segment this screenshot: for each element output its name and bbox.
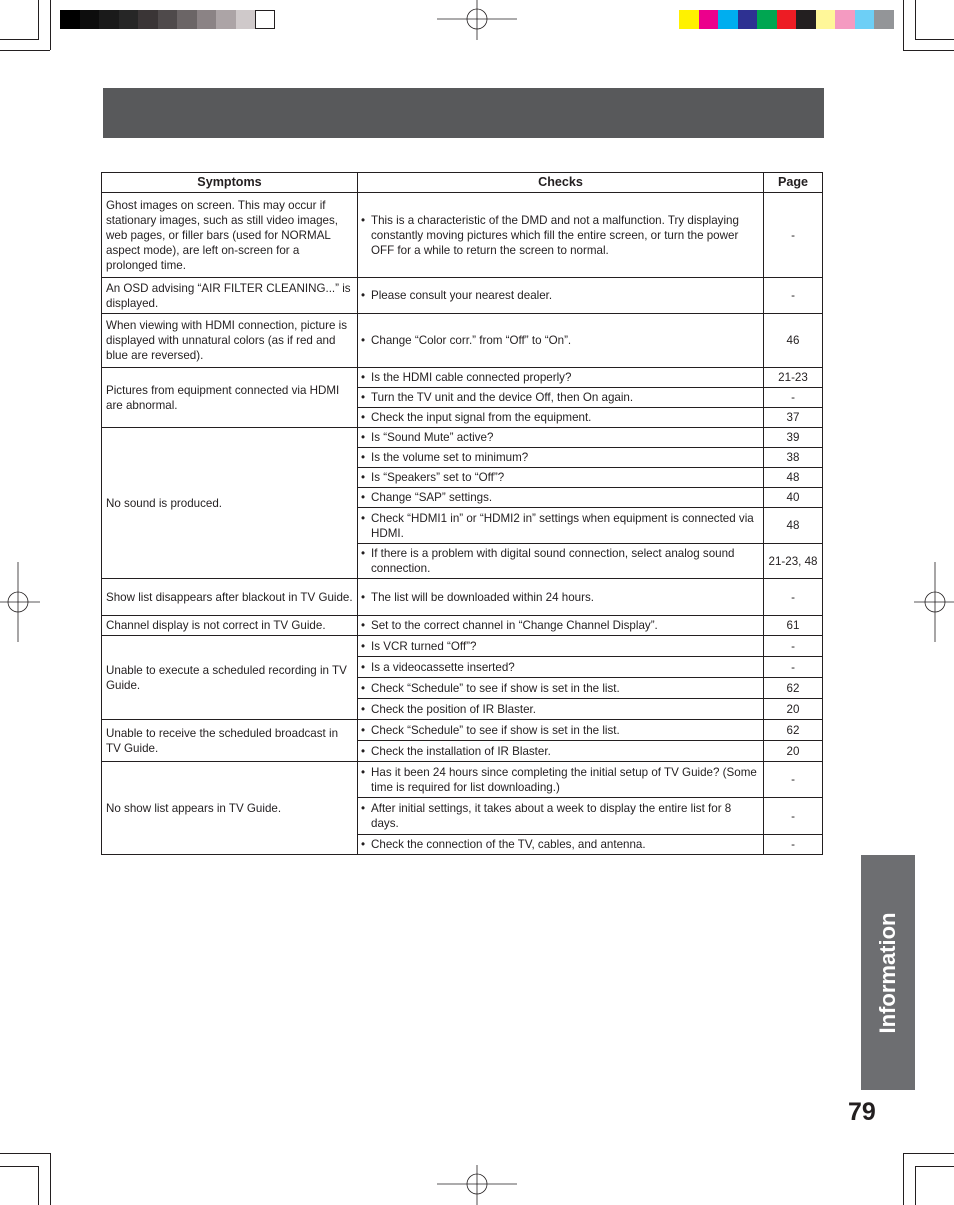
symptom-cell: When viewing with HDMI connection, picture is displayed with unnatural colors (as if red and blue are reversed). — [102, 314, 358, 368]
crop-mark — [915, 1166, 954, 1167]
bullet-icon: • — [361, 289, 366, 302]
check-cell — [358, 636, 764, 657]
symptom-cell: Show list disappears after blackout in TV Guide. — [102, 579, 358, 616]
symptom-cell: No show list appears in TV Guide. — [102, 762, 358, 855]
check-text: This is a characteristic of the DMD and not a malfunction. Try displaying constantly moving pictures which fill the entire screen, or turn the power OFF for a while to return the screen to normal. — [371, 213, 739, 257]
page-ref-cell: 46 — [764, 314, 823, 368]
table-row — [102, 762, 823, 798]
crop-mark — [38, 0, 39, 40]
check-cell — [358, 657, 764, 678]
color-swatch — [796, 10, 816, 29]
bullet-icon: • — [361, 471, 366, 484]
check-text: Set to the correct channel in “Change Channel Display”. — [371, 619, 658, 632]
symptom-cell: Unable to receive the scheduled broadcast in TV Guide. — [102, 720, 358, 762]
check-text: Check “Schedule” to see if show is set in the list. — [371, 681, 620, 695]
bullet-icon: • — [361, 660, 366, 674]
checks-header: Checks — [358, 173, 764, 193]
crop-mark — [38, 1166, 39, 1205]
check-cell — [358, 488, 764, 508]
bullet-icon: • — [361, 334, 366, 347]
page-ref-cell: - — [764, 278, 823, 314]
page-ref-cell: 62 — [764, 678, 823, 699]
crop-mark — [915, 39, 954, 40]
page-ref-cell: - — [764, 579, 823, 616]
grayscale-swatch — [99, 10, 119, 29]
symptom-cell: Unable to execute a scheduled recording in TV Guide. — [102, 636, 358, 720]
check-text: If there is a problem with digital sound connection, select analog sound connection. — [371, 547, 735, 575]
grayscale-swatch — [255, 10, 275, 29]
check-text: Has it been 24 hours since completing the initial setup of TV Guide? (Some time is required for list downloading.) — [371, 765, 757, 794]
check-cell — [358, 508, 764, 544]
table-row — [102, 368, 823, 388]
bullet-icon: • — [361, 491, 366, 504]
symptom-cell: An OSD advising “AIR FILTER CLEANING...” is displayed. — [102, 278, 358, 314]
check-cell — [358, 678, 764, 699]
check-text: Please consult your nearest dealer. — [371, 289, 553, 302]
registration-mark-icon — [914, 562, 954, 642]
check-text: After initial settings, it takes about a week to display the entire list for 8 days. — [371, 802, 732, 830]
bullet-icon: • — [361, 511, 366, 525]
color-swatch — [679, 10, 699, 29]
page-ref-cell: 21-23 — [764, 368, 823, 388]
color-swatch — [718, 10, 738, 29]
check-cell — [358, 699, 764, 720]
check-text: Check “Schedule” to see if show is set in the list. — [371, 723, 620, 737]
bullet-icon: • — [361, 391, 366, 404]
crop-mark — [50, 0, 51, 50]
check-text: The list will be downloaded within 24 hours. — [371, 590, 594, 604]
page-ref-cell: - — [764, 762, 823, 798]
check-cell — [358, 368, 764, 388]
grayscale-swatch — [177, 10, 197, 29]
bullet-icon: • — [361, 411, 366, 424]
page-ref-cell: 48 — [764, 468, 823, 488]
check-text: Check the position of IR Blaster. — [371, 702, 536, 716]
color-swatch — [816, 10, 836, 29]
color-swatch — [699, 10, 719, 29]
crop-mark — [903, 1153, 904, 1205]
registration-mark-icon — [0, 562, 40, 642]
check-cell — [358, 448, 764, 468]
bullet-icon: • — [361, 681, 366, 695]
check-cell — [358, 388, 764, 408]
grayscale-swatch — [60, 10, 80, 29]
table-row — [102, 636, 823, 657]
symptom-cell: No sound is produced. — [102, 428, 358, 579]
bullet-icon: • — [361, 431, 366, 444]
check-text: Check the connection of the TV, cables, and antenna. — [371, 838, 646, 851]
check-text: Turn the TV unit and the device Off, then On again. — [371, 391, 634, 404]
crop-mark — [0, 50, 50, 51]
bullet-icon: • — [361, 213, 366, 227]
crop-mark — [0, 1153, 50, 1154]
table-header-row — [102, 173, 823, 193]
check-text: Is the HDMI cable connected properly? — [371, 371, 572, 384]
page-ref-cell: 21-23, 48 — [764, 544, 823, 579]
crop-mark — [915, 1166, 916, 1205]
table-row — [102, 428, 823, 448]
check-cell — [358, 579, 764, 616]
bullet-icon: • — [361, 723, 366, 737]
page-ref-cell: - — [764, 388, 823, 408]
side-tab-label: Information — [875, 912, 900, 1033]
bullet-icon: • — [361, 590, 366, 604]
check-text: Is the volume set to minimum? — [371, 451, 529, 464]
color-swatch — [874, 10, 894, 29]
bullet-icon: • — [361, 802, 366, 815]
bullet-icon: • — [361, 619, 366, 632]
page-ref-cell: 38 — [764, 448, 823, 468]
color-swatch — [757, 10, 777, 29]
registration-mark-icon — [437, 0, 517, 40]
page-ref-cell: 48 — [764, 508, 823, 544]
check-text: Check the input signal from the equipment. — [371, 411, 592, 424]
crop-mark — [903, 1153, 954, 1154]
page-ref-cell: - — [764, 193, 823, 278]
check-cell — [358, 762, 764, 798]
bullet-icon: • — [361, 639, 366, 653]
check-text: Change “Color corr.” from “Off” to “On”. — [371, 334, 572, 347]
grayscale-swatch — [158, 10, 178, 29]
check-cell — [358, 741, 764, 762]
crop-mark — [0, 39, 38, 40]
page-ref-cell: - — [764, 798, 823, 835]
page-ref-cell: 39 — [764, 428, 823, 448]
symptom-cell: Pictures from equipment connected via HDMI are abnormal. — [102, 368, 358, 428]
page-ref-cell: 40 — [764, 488, 823, 508]
check-cell — [358, 408, 764, 428]
crop-mark — [915, 0, 916, 40]
check-text: Check “HDMI1 in” or “HDMI2 in” settings when equipment is connected via HDMI. — [371, 511, 754, 540]
page-number: 79 — [848, 1098, 876, 1126]
check-text: Is a videocassette inserted? — [371, 660, 515, 674]
page-ref-cell: - — [764, 657, 823, 678]
bullet-icon: • — [361, 765, 366, 779]
bullet-icon: • — [361, 371, 366, 384]
table-row — [102, 193, 823, 278]
crop-mark — [50, 1153, 51, 1205]
grayscale-swatch — [138, 10, 158, 29]
symptom-cell: Channel display is not correct in TV Guide. — [102, 616, 358, 636]
page-header: Page — [764, 173, 823, 193]
bullet-icon: • — [361, 451, 366, 464]
table-row — [102, 720, 823, 741]
check-cell — [358, 278, 764, 314]
table-body — [102, 193, 823, 855]
crop-mark — [903, 50, 954, 51]
check-text: Check the installation of IR Blaster. — [371, 744, 551, 758]
check-cell — [358, 314, 764, 368]
color-swatch — [835, 10, 855, 29]
table-row — [102, 579, 823, 616]
check-cell — [358, 468, 764, 488]
check-text: Change “SAP” settings. — [371, 491, 493, 504]
grayscale-swatch — [119, 10, 139, 29]
section-header-band — [103, 88, 824, 138]
table-row — [102, 278, 823, 314]
page-ref-cell: - — [764, 835, 823, 855]
check-cell — [358, 835, 764, 855]
bullet-icon: • — [361, 702, 366, 716]
bullet-icon: • — [361, 547, 366, 560]
grayscale-swatch — [80, 10, 100, 29]
check-text: Is VCR turned “Off”? — [371, 639, 477, 653]
page-ref-cell: 61 — [764, 616, 823, 636]
check-cell — [358, 798, 764, 835]
symptoms-header: Symptoms — [102, 173, 358, 193]
page-ref-cell: 37 — [764, 408, 823, 428]
grayscale-swatch — [197, 10, 217, 29]
table-row — [102, 314, 823, 368]
check-cell — [358, 544, 764, 579]
color-swatch — [855, 10, 875, 29]
check-cell — [358, 428, 764, 448]
check-text: Is “Sound Mute” active? — [371, 431, 494, 444]
check-cell — [358, 616, 764, 636]
section-side-tab — [861, 855, 915, 1090]
crop-mark — [0, 1166, 38, 1167]
symptom-cell: Ghost images on screen. This may occur if stationary images, such as still video images, web pages, or filler bars (used for NORMAL aspect mode), are left on-screen for a prolonged time. — [102, 193, 358, 278]
grayscale-swatch — [216, 10, 236, 29]
check-cell — [358, 193, 764, 278]
page-ref-cell: 62 — [764, 720, 823, 741]
page-ref-cell: 20 — [764, 741, 823, 762]
bullet-icon: • — [361, 838, 366, 851]
bullet-icon: • — [361, 744, 366, 758]
page-ref-cell: - — [764, 636, 823, 657]
check-cell — [358, 720, 764, 741]
check-text: Is “Speakers” set to “Off”? — [371, 471, 505, 484]
table-row — [102, 616, 823, 636]
crop-mark — [903, 0, 904, 50]
troubleshooting-table — [101, 172, 823, 855]
color-swatch — [738, 10, 758, 29]
color-swatch — [777, 10, 797, 29]
registration-mark-icon — [437, 1165, 517, 1205]
page-ref-cell: 20 — [764, 699, 823, 720]
grayscale-swatch — [236, 10, 256, 29]
